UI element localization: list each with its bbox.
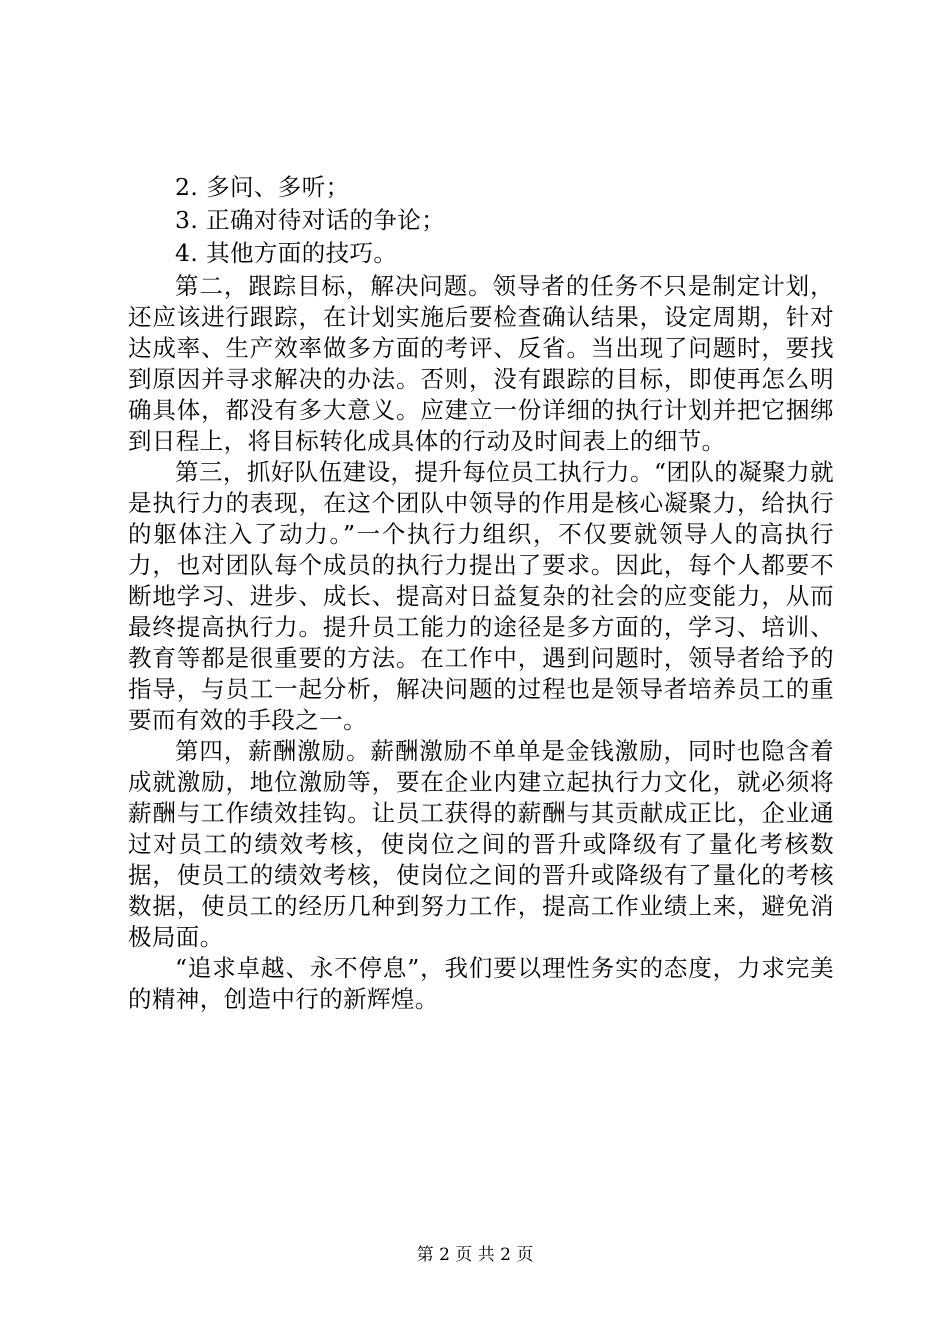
list-item: 3. 正确对待对话的争论； bbox=[175, 206, 446, 234]
paragraph-salary-incentive: 第四，薪酬激励。薪酬激励不单单是金钱激励，同时也隐含着成就激励，地位激励等，要在企业内建立起执行力文化，就必须将薪酬与工作绩效挂钩。让员工获得的薪酬与其贡献成正比，企业通过对员工的绩效考核，使岗位之间的晋升或降级有了量化考核数据，使员工的绩效考核，使岗位之间的晋升或降级有了量化的考核数据，使员工的经历几种到努力工作，提高工作业绩上来，避免消极局面。 bbox=[128, 737, 834, 951]
paragraph-tracking-goals: 第二，跟踪目标，解决问题。领导者的任务不只是制定计划，还应该进行跟踪，在计划实施后要检查确认结果，设定周期，针对达成率、生产效率做多方面的考评、反省。当出现了问题时，要找到原因并寻求解决的办法。否则，没有跟踪的目标，即使再怎么明确具体，都没有多大意义。应建立一份详细的执行计划并把它捆绑到日程上，将目标转化成具体的行动及时间表上的细节。 bbox=[128, 272, 834, 455]
list-item: 4. 其他方面的技巧。 bbox=[175, 239, 398, 267]
list-item: 2. 多问、多听； bbox=[175, 173, 350, 201]
paragraph-conclusion: “追求卓越、永不停息”，我们要以理性务实的态度，力求完美的精神，创造中行的新辉煌。 bbox=[128, 954, 834, 1013]
document-body bbox=[128, 172, 834, 1015]
page-number-footer: 第 2 页 共 2 页 bbox=[416, 1245, 534, 1265]
paragraph-team-building: 第三，抓好队伍建设，提升每位员工执行力。“团队的凝聚力就是执行力的表现，在这个团队中领导的作用是核心凝聚力，给执行的躯体注入了动力。”一个执行力组织，不仅要就领导人的高执行力，也对团队每个成员的执行力提出了要求。因此，每个人都要不断地学习、进步、成长、提高对日益复杂的社会的应变能力，从而最终提高执行力。提升员工能力的途径是多方面的，学习、培训、教育等都是很重要的方法。在工作中，遇到问题时，领导者给予的指导，与员工一起分析，解决问题的过程也是领导者培养员工的重要而有效的手段之一。 bbox=[128, 458, 834, 734]
